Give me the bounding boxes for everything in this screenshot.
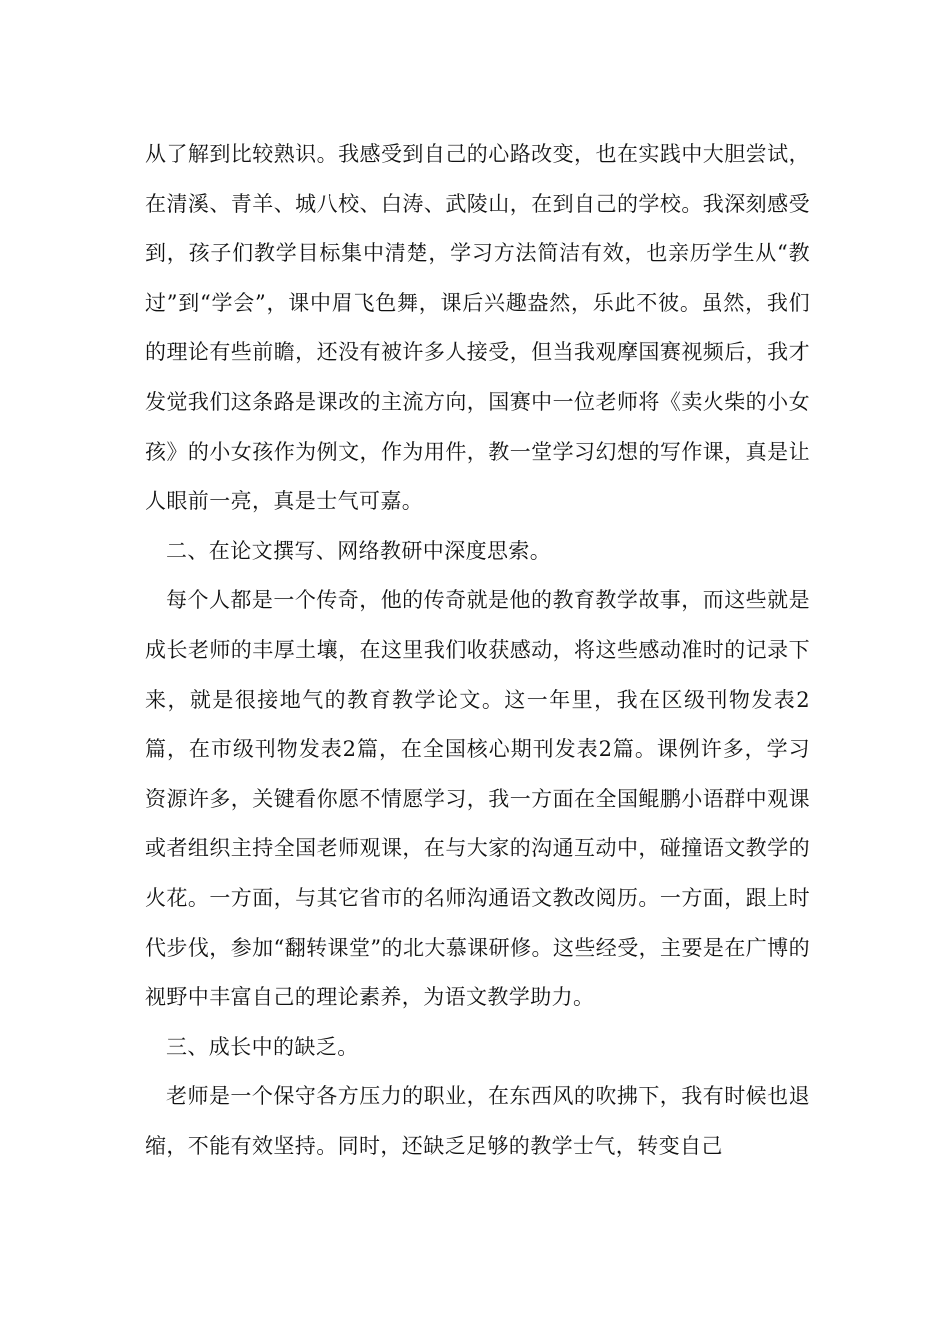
body-paragraph-2: 每个人都是一个传奇，他的传奇就是他的教育教学故事，而这些就是成长老师的丰厚土壤，在这里我们收获感动，将这些感动准时的记录下来，就是很接地气的教育教学论文。这一年里，我在区级刊物发表2篇，在市级刊物发表2篇，在全国核心期刊发表2篇。课例许多，学习资源许多，关键看你愿不情愿学习，我一方面在全国鲲鹏小语群中观课或者组织主持全国老师观课，在与大家的沟通互动中，碰撞语文教学的火花。一方面，与其它省市的名师沟通语文教改阅历。一方面，跟上时代步伐，参加“翻转课堂”的北大慕课研修。这些经受，主要是在广博的视野中丰富自己的理论素养，为语文教学助力。 [145, 588, 810, 1010]
body-paragraph-1: 从了解到比较熟识。我感受到自己的心路改变，也在实践中大胆尝试，在清溪、青羊、城八校、白涛、武陵山，在到自己的学校。我深刻感受到，孩子们教学目标集中清楚，学习方法简洁有效，也亲历学生从“教过”到“学会”，课中眉飞色舞，课后兴趣盎然，乐此不彼。虽然，我们的理论有些前瞻，还没有被许多人接受，但当我观摩国赛视频后，我才发觉我们这条路是课改的主流方向，国赛中一位老师将《卖火柴的小女孩》的小女孩作为例文，作为用件，教一堂学习幻想的写作课，真是让人眼前一亮，真是士气可嘉。 [145, 142, 810, 514]
document-page [145, 130, 810, 1171]
body-paragraph-3: 老师是一个保守各方压力的职业，在东西风的吹拂下，我有时候也退缩，不能有效坚持。同时，还缺乏足够的教学士气，转变自己 [145, 1084, 810, 1158]
section-heading-3: 三、成长中的缺乏。 [166, 1034, 359, 1059]
section-heading-2: 二、在论文撰写、网络教研中深度思索。 [166, 538, 552, 563]
